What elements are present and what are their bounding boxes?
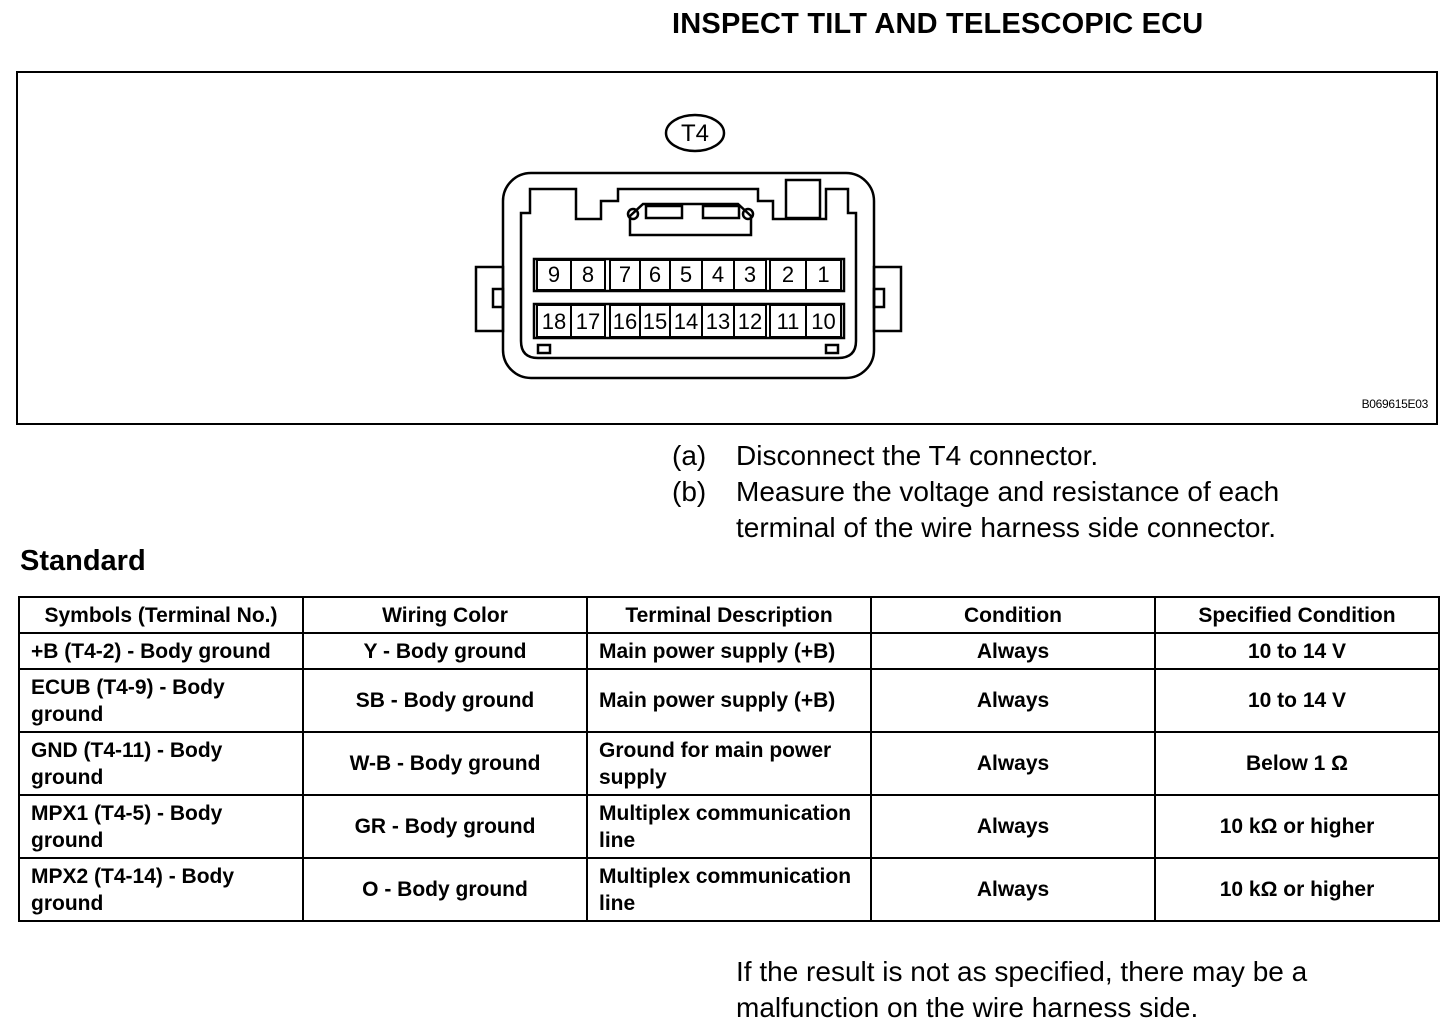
pin-number: 1	[817, 262, 830, 287]
pin-number: 17	[575, 309, 601, 334]
table-cell: Multiplex communication line	[587, 858, 871, 921]
table-cell: 10 to 14 V	[1155, 633, 1439, 669]
table-cell: Y - Body ground	[303, 633, 587, 669]
column-header: Terminal Description	[587, 597, 871, 633]
pin-number: 18	[541, 309, 567, 334]
pin-number: 4	[711, 262, 725, 287]
connector-label: T4	[680, 120, 710, 147]
pin-number: 12	[737, 309, 763, 334]
table-row	[19, 633, 1439, 669]
table-cell: Ground for main power supply	[587, 732, 871, 795]
step-text: Disconnect the T4 connector.	[736, 440, 1099, 471]
pin-number: 5	[679, 262, 693, 287]
pin-number: 3	[743, 262, 757, 287]
column-header: Specified Condition	[1155, 597, 1439, 633]
column-header: Wiring Color	[303, 597, 587, 633]
left-side-tab	[476, 267, 503, 331]
table-cell: GR - Body ground	[303, 795, 587, 858]
pin-number: 7	[618, 262, 632, 287]
table-row	[19, 669, 1439, 732]
pin-number: 15	[642, 309, 668, 334]
table-cell: Multiplex communication line	[587, 795, 871, 858]
pin-number: 8	[581, 262, 595, 287]
table-cell: 10 kΩ or higher	[1155, 858, 1439, 921]
page-title: INSPECT TILT AND TELESCOPIC ECU	[672, 8, 1204, 40]
standard-table	[18, 596, 1440, 922]
table-cell: Always	[871, 669, 1155, 732]
table-cell: 10 to 14 V	[1155, 669, 1439, 732]
pin-number: 16	[612, 309, 638, 334]
table-cell: Always	[871, 795, 1155, 858]
table-cell: Always	[871, 633, 1155, 669]
connector-diagram	[18, 73, 1436, 423]
standard-heading: Standard	[20, 545, 146, 577]
table-cell: MPX2 (T4-14) - Body ground	[19, 858, 303, 921]
step-text: Measure the voltage and resistance of each terminal of the wire harness side connector.	[736, 476, 1280, 543]
connector-figure	[16, 71, 1438, 425]
table-row	[19, 858, 1439, 921]
right-side-tab	[874, 267, 901, 331]
table-cell: Always	[871, 732, 1155, 795]
table-row	[19, 732, 1439, 795]
step-b	[672, 474, 1356, 546]
pin-number: 14	[673, 309, 699, 334]
table-cell: Always	[871, 858, 1155, 921]
table-cell: SB - Body ground	[303, 669, 587, 732]
table-cell: 10 kΩ or higher	[1155, 795, 1439, 858]
table-cell: GND (T4-11) - Body ground	[19, 732, 303, 795]
pin-number: 10	[811, 309, 836, 334]
procedure-steps	[672, 438, 1356, 546]
table-cell: +B (T4-2) - Body ground	[19, 633, 303, 669]
column-header: Symbols (Terminal No.)	[19, 597, 303, 633]
table-cell: Main power supply (+B)	[587, 633, 871, 669]
table-cell: MPX1 (T4-5) - Body ground	[19, 795, 303, 858]
key-square	[786, 180, 820, 218]
step-label: (b)	[672, 476, 707, 507]
connector-latch	[630, 204, 751, 235]
table-cell: O - Body ground	[303, 858, 587, 921]
pin-number: 9	[547, 262, 561, 287]
pin-number: 13	[705, 309, 731, 334]
figure-code: B069615E03	[1361, 397, 1428, 411]
column-header: Condition	[871, 597, 1155, 633]
pin-number: 2	[781, 262, 795, 287]
table-cell: Main power supply (+B)	[587, 669, 871, 732]
step-a	[672, 438, 1356, 474]
pin-number: 6	[648, 262, 662, 287]
table-cell: ECUB (T4-9) - Body ground	[19, 669, 303, 732]
result-note: If the result is not as specified, there may be a malfunction on the wire harness side.	[736, 956, 1308, 1023]
table-cell: Below 1 Ω	[1155, 732, 1439, 795]
table-row	[19, 795, 1439, 858]
table-cell: W-B - Body ground	[303, 732, 587, 795]
table-header-row	[19, 597, 1439, 633]
step-label: (a)	[672, 440, 707, 471]
pin-number: 11	[776, 309, 800, 334]
